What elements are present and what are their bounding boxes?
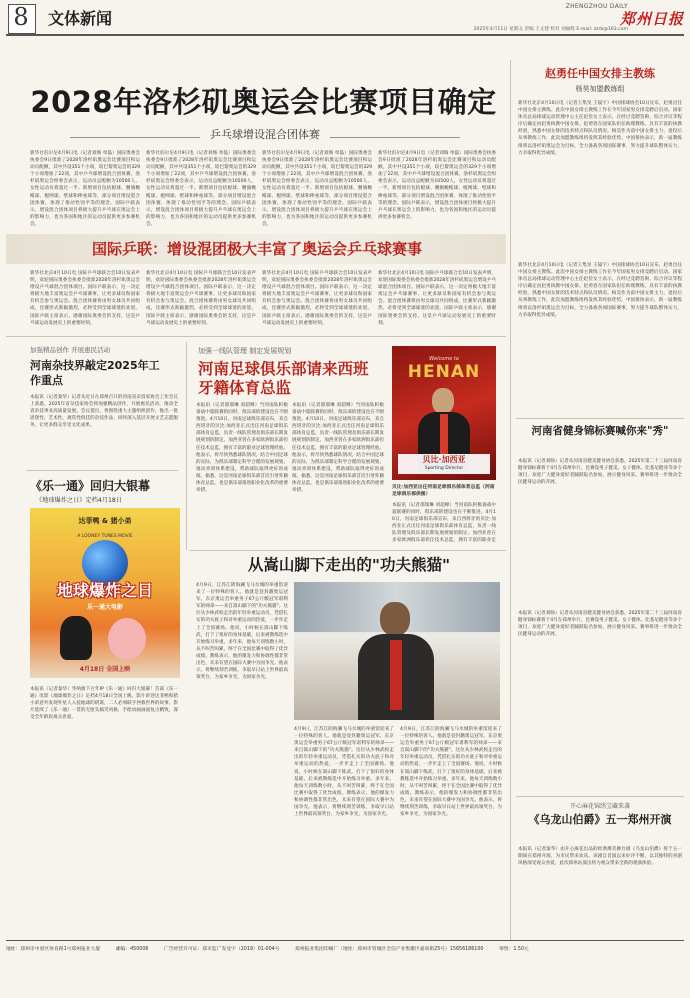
- ittf-divider: [6, 336, 506, 337]
- photo-name-text: 贝比·加西亚: [422, 455, 466, 464]
- poster-release-date: 4月18日 全国上映: [79, 666, 131, 673]
- photo-athlete-head: [380, 602, 410, 636]
- football-headline: 河南足球俱乐部请来西班牙籍体育总监: [198, 360, 369, 397]
- football-body-col3: 本报讯（记者邵瑞琳 刘超峰）当河南队积极备战中超联赛的同时，俱乐部的建设也在不断推进。4月10日，河南足球俱乐部宣布，来自西班牙的贝比·加西亚正式出任河南足球俱乐部体育总监，负责一线队管理及俱乐部长期发展规划的制定。加西亚曾在多家欧洲俱乐部担任技术总监，拥有丰富的职业足: [392, 503, 496, 544]
- football-body-col1: 本报讯（记者邵瑞琳 刘超峰）当河南队积极备战中超联赛的同时，俱乐部的建设也在不断推进。4月10日，河南足球俱乐部宣布，来自西班牙的贝比·加西亚正式出任河南足球俱乐部体育总监，负责一线队管理及俱乐部长期发展规划的制定。加西亚曾在多家欧洲俱乐部担任技术总监，拥有丰富的职业足球管理经验。他表示，将尽快熟悉球队情况，结合中国足球的实际，为俱乐部制定科学合理的发展规划，推动青训体系建设，帮助球队取得更好的成绩。据悉，这是河南足球俱乐部首次引进外籍体育总监，也是俱乐部推进职业化改革的重要举措。: [196, 403, 288, 494]
- film-body: 本报讯（记者秦华）华纳旗下百年IP《乐一通》回归大银幕！首部《乐一通》电影《地球爆炸之日》定档4月18日全国上映。影片讲述达菲鸭和猪小弟意外发现外星人入侵地球的阴谋，二人必须联手拯救世界的故事。影片延续了《乐一通》一贯的无厘头搞笑风格，手绘动画画面复古精致，深受全年龄段观众喜爱。: [30, 687, 178, 721]
- footer-postcode: 邮编：450006: [115, 947, 149, 952]
- health-headline: 河南省健身锦标赛喊你来"秀": [531, 425, 669, 437]
- page-number: 8: [13, 3, 29, 31]
- footer-bar: [6, 944, 684, 956]
- football-tag: 加强一线队管理 制定发展规划: [198, 347, 292, 355]
- health-body-1: 本报讯（记者刘旸）记者从河南省健美健身协会获悉，2025年第二十三届河南省健身锦标赛将于4月在郑州举行，比赛设男子健美、女子健体、比基尼健身等多个项目，欢迎广大健身爱好者踊跃报名参加，展示健身风采。赛事将进一步推动全民健身运动的开展。: [518, 459, 682, 486]
- football-photo: [392, 346, 496, 480]
- photo-welcome-text: Welcome to: [429, 356, 459, 362]
- column-divider-left: [186, 342, 187, 550]
- section-title: 文体新闻: [48, 9, 113, 28]
- footer-price: 零售：1.50元: [498, 947, 529, 952]
- poster-series-tag: A LOONEY TUNES MOVIE: [77, 534, 133, 539]
- poster-subtitle: 乐一通大电影: [86, 604, 123, 611]
- panda-body-col2: 4月9日，江苏江阴海澜飞马水城的举重馆迎来了一位特殊的客人。他就是登封籍奥运冠军、东京奥运会举重男子67公斤级冠军谌利军的师弟——来自嵩山脚下的"功夫熊猫"。这位从少林武校走出的年轻举重运动员，凭借扎实的功夫底子和对举重运动的热爱，一步步走上了全国赛场。他说，小时候在嵩山脚下练武，打下了很好的身体基础，后来被教练选中开始练习举重。多年来，他每天训练数小时，从不叫苦叫累，终于在全国比赛中取得了优异成绩。教练表示，他的爆发力和协调性都非常出色，未来有望在国际大赛中为国争光。他表示，将继续刻苦训练，争取早日站上世界最高领奖台，为家乡争光，为国家争光。: [294, 727, 394, 818]
- film-poster: [30, 508, 180, 678]
- plan-tag: 加强精品创作 开展惠民活动: [30, 346, 111, 354]
- footer-printer: 郑州报业集团印刷厂（地址：郑州市管城区全信产业集聚区嘉尚街25号）15656186100: [295, 947, 484, 952]
- sidebar-divider-2: [516, 796, 684, 797]
- musical-tag: 开心麻花锦绣宝藏来袭: [569, 803, 630, 810]
- panda-body-col3: 4月9日，江苏江阴海澜飞马水城的举重馆迎来了一位特殊的客人。他就是登封籍奥运冠军、东京奥运会举重男子67公斤级冠军谌利军的师弟——来自嵩山脚下的"功夫熊猫"。这位从少林武校走出的年轻举重运动员，凭借扎实的功夫底子和对举重运动的热爱，一步步走上了全国赛场。他说，小时候在嵩山脚下练武，打下了很好的身体基础，后来被教练选中开始练习举重。多年来，他每天训练数小时，从不叫苦叫累，终于在全国比赛中取得了优异成绩。教练表示，他的爆发力和协调性都非常出色，未来有望在国际大赛中为国争光。他表示，将继续刻苦训练，争取早日站上世界最高领奖台，为家乡争光，为国家争光。: [400, 727, 502, 818]
- header-divider: [6, 34, 684, 36]
- middle-divider: [190, 550, 506, 551]
- poster-daffy-duck: [60, 616, 92, 660]
- ittf-body-col3: 新华社北京4月10日电 国际乒乓球联合会10日发表声明，欢迎国际奥委会执委会批准2028年洛杉矶奥运会增设乒乓球混合团体项目。国际乒联表示，这一决定将极大地丰富奥运会乒乓球赛事，让更多球员和国家有机会参与奥运会。混合团体赛将由男女球员共同组成，比赛形式新颖激烈，必将受到全球球迷的欢迎。国际乒联主席表示，感谢国际奥委会的支持，这是乒乓球运动发展史上的重要时刻。: [262, 271, 372, 326]
- photo-person-head: [432, 388, 454, 414]
- poster-title: 地球爆炸之日: [56, 581, 153, 600]
- sidebar-subtitle: 杨昊加盟教练组: [575, 85, 625, 93]
- ittf-body-col1: 新华社北京4月10日电 国际乒乓球联合会10日发表声明，欢迎国际奥委会执委会批准2028年洛杉矶奥运会增设乒乓球混合团体项目。国际乒联表示，这一决定将极大地丰富奥运会乒乓球赛事，让更多球员和国家有机会参与奥运会。混合团体赛将由男女球员共同组成，比赛形式新颖激烈，必将受到全球球迷的欢迎。国际乒联主席表示，感谢国际奥委会的支持，这是乒乓球运动发展史上的重要时刻。: [30, 271, 140, 326]
- lead-body-col2: 新华社伯尔尼4月9日电（记者刘旸 单磊）国际奥委会执委会9日批准了2028年洛杉矶奥运会比赛项目和运动员配额，其中共设351个小项，较巴黎奥运会的329个小项增加了22项，其中乒乓球增设混合团体赛。洛杉矶奥运会组委会表示，运动员总配额为10500人，女性运动员将超过一半。新增项目包括板球、腰旗橄榄球、棍网球、壁球和棒垒球等，部分项目增设混合团体赛，体现了推动性别平等的理念。国际乒联表示，增设混合团体项目将极大提升乒乓球在奥运会上的影响力，也为各国和地区的运动员提供更多参赛机会。: [146, 151, 256, 227]
- sidebar-divider-1: [516, 418, 684, 419]
- musical-headline: 《乌龙山伯爵》五一郑州开演: [528, 813, 672, 826]
- lead-subtitle: 乒乓球增设混合团体赛: [210, 128, 320, 141]
- poster-porky-pig: [108, 618, 146, 660]
- footer-license: 广告经营许可证：郑市监广发登字（2019）01-004号: [163, 947, 280, 952]
- film-headline: 《乐一通》回归大银幕: [30, 479, 151, 493]
- film-subtitle: 《地球爆炸之日》定档4月18日: [36, 497, 123, 504]
- football-photo-caption: 贝比·加西亚出任河南足球俱乐部体育总监（河南足球俱乐部供图）: [392, 485, 495, 497]
- musical-body: 本报讯（记者秦华）由开心麻花出品的经典爆笑舞台剧《乌龙山伯爵》将于五一期间在郑州开演，为市民带来欢乐。该剧自首演以来好评不断，以其独特的喜剧风格深受观众喜爱，此次郑州站演出将为观众带来全新的观演体验。: [518, 847, 682, 867]
- photo-club-banner: HENAN: [407, 362, 481, 382]
- plan-body: 本报讯（记者秦华）记者从近日在郑州召开的河南省杂技家协会工作会议上获悉，2025年省杂技家协会将加强精品创作，开展惠民活动，推动全省杂技事业高质量发展。会议提出，将围绕重大主题组织创作，推出一批思想性、艺术性、观赏性俱佳的杂技作品，同时深入基层开展文艺志愿服务，让更多群众享受文化成果。: [30, 395, 178, 429]
- photo-athlete-stripe: [390, 640, 402, 710]
- panda-photo: [294, 582, 500, 720]
- sidebar-body-1: 新华社北京4月10日电（记者王集旻 王镜宇）中国排球协会10日宣布，赵勇出任中国女排主教练。此次中国女排主教练工作在今年国家男女排竞聘后启动。国家体育总局排球运动管理中心主任赵俭女士表示，在经过竞聘答辩、综合评议等程序后确定由赵勇执教中国女排。赵勇曾在国家队担任助理教练，具有丰富的执教经验，熟悉中国女排的技术特点和队员情况。杨昊作为前中国女排主力，退役后从事教练工作，此次加盟教练组将发挥其经验优势。中国排协表示，新一届教练组将以洛杉矶奥运会为目标，全力备战各项国际赛事，努力提升球队整体实力，力争取得优异成绩。: [518, 101, 682, 156]
- plan-headline: 河南杂技界敲定2025年工作重点: [30, 359, 160, 387]
- sidebar-headline: 赵勇任中国女排主教练: [545, 67, 655, 80]
- ittf-headline: 国际乒联：增设混团极大丰富了奥运会乒乓球赛事: [91, 240, 422, 258]
- paper-logo: 郑州日报: [619, 10, 684, 28]
- issue-info: 2025年4月11日 星期五 责编 王文建 校对 刘丽辉 E-mail: zzrb@163.com: [473, 27, 628, 32]
- poster-characters: 达菲鸭 & 猪小弟: [78, 517, 132, 525]
- footer-address: 地址：郑州市中原区体育路1号郑州报业大厦: [6, 947, 101, 952]
- footer-divider: [6, 940, 684, 941]
- left-divider-1: [26, 470, 178, 471]
- page-header: [0, 0, 690, 36]
- lead-subtitle-rule-right: [330, 137, 460, 138]
- column-divider-right: [510, 60, 511, 940]
- football-body-col2: 本报讯（记者邵瑞琳 刘超峰）当河南队积极备战中超联赛的同时，俱乐部的建设也在不断推进。4月10日，河南足球俱乐部宣布，来自西班牙的贝比·加西亚正式出任河南足球俱乐部体育总监，负责一线队管理及俱乐部长期发展规划的制定。加西亚曾在多家欧洲俱乐部担任技术总监，拥有丰富的职业足球管理经验。他表示，将尽快熟悉球队情况，结合中国足球的实际，为俱乐部制定科学合理的发展规划，推动青训体系建设，帮助球队取得更好的成绩。据悉，这是河南足球俱乐部首次引进外籍体育总监，也是俱乐部推进职业化改革的重要举措。: [292, 403, 384, 494]
- lead-headline: 2028年洛杉矶奥运会比赛项目确定: [30, 85, 497, 119]
- paper-english-name: ZHENGZHOU DAILY: [565, 3, 628, 10]
- ittf-body-col2: 新华社北京4月10日电 国际乒乓球联合会10日发表声明，欢迎国际奥委会执委会批准2028年洛杉矶奥运会增设乒乓球混合团体项目。国际乒联表示，这一决定将极大地丰富奥运会乒乓球赛事，让更多球员和国家有机会参与奥运会。混合团体赛将由男女球员共同组成，比赛形式新颖激烈，必将受到全球球迷的欢迎。国际乒联主席表示，感谢国际奥委会的支持，这是乒乓球运动发展史上的重要时刻。: [146, 271, 256, 326]
- lead-body-col1: 新华社伯尔尼4月9日电（记者刘旸 单磊）国际奥委会执委会9日批准了2028年洛杉矶奥运会比赛项目和运动员配额，其中共设351个小项，较巴黎奥运会的329个小项增加了22项，其中乒乓球增设混合团体赛。洛杉矶奥运会组委会表示，运动员总配额为10500人，女性运动员将超过一半。新增项目包括板球、腰旗橄榄球、棍网球、壁球和棒垒球等，部分项目增设混合团体赛，体现了推动性别平等的理念。国际乒联表示，增设混合团体项目将极大提升乒乓球在奥运会上的影响力，也为各国和地区的运动员提供更多参赛机会。: [30, 151, 140, 227]
- photo-role-text: Sporting Director: [424, 466, 464, 471]
- lead-subtitle-rule-left: [70, 137, 200, 138]
- ittf-body-col4: 新华社北京4月10日电 国际乒乓球联合会10日发表声明，欢迎国际奥委会执委会批准2028年洛杉矶奥运会增设乒乓球混合团体项目。国际乒联表示，这一决定将极大地丰富奥运会乒乓球赛事，让更多球员和国家有机会参与奥运会。混合团体赛将由男女球员共同组成，比赛形式新颖激烈，必将受到全球球迷的欢迎。国际乒联主席表示，感谢国际奥委会的支持，这是乒乓球运动发展史上的重要时刻。: [378, 271, 496, 326]
- sidebar-body-2: 新华社北京4月10日电（记者王集旻 王镜宇）中国排球协会10日宣布，赵勇出任中国女排主教练。此次中国女排主教练工作在今年国家男女排竞聘后启动。国家体育总局排球运动管理中心主任赵俭女士表示，在经过竞聘答辩、综合评议等程序后确定由赵勇执教中国女排。赵勇曾在国家队担任助理教练，具有丰富的执教经验，熟悉中国女排的技术特点和队员情况。杨昊作为前中国女排主力，退役后从事教练工作，此次加盟教练组将发挥其经验优势。中国排协表示，新一届教练组将以洛杉矶奥运会为目标，全力备战各项国际赛事，努力提升球队整体实力，力争取得优异成绩。: [518, 263, 682, 318]
- panda-body-col1: 4月9日，江苏江阴海澜飞马水城的举重馆迎来了一位特殊的客人。他就是登封籍奥运冠军、东京奥运会举重男子67公斤级冠军谌利军的师弟——来自嵩山脚下的"功夫熊猫"。这位从少林武校走出的年轻举重运动员，凭借扎实的功夫底子和对举重运动的热爱，一步步走上了全国赛场。他说，小时候在嵩山脚下练武，打下了很好的身体基础，后来被教练选中开始练习举重。多年来，他每天训练数小时，从不叫苦叫累，终于在全国比赛中取得了优异成绩。教练表示，他的爆发力和协调性都非常出色，未来有望在国际大赛中为国争光。他表示，将继续刻苦训练，争取早日站上世界最高领奖台，为家乡争光，为国家争光。: [196, 583, 288, 681]
- lead-body-col3: 新华社伯尔尼4月9日电（记者刘旸 单磊）国际奥委会执委会9日批准了2028年洛杉矶奥运会比赛项目和运动员配额，其中共设351个小项，较巴黎奥运会的329个小项增加了22项，其中乒乓球增设混合团体赛。洛杉矶奥运会组委会表示，运动员总配额为10500人，女性运动员将超过一半。新增项目包括板球、腰旗橄榄球、棍网球、壁球和棒垒球等，部分项目增设混合团体赛，体现了推动性别平等的理念。国际乒联表示，增设混合团体项目将极大提升乒乓球在奥运会上的影响力，也为各国和地区的运动员提供更多参赛机会。: [262, 151, 372, 227]
- panda-headline: 从嵩山脚下走出的"功夫熊猫": [247, 556, 451, 574]
- lead-body-col4: 新华社伯尔尼4月9日电（记者刘旸 单磊）国际奥委会执委会9日批准了2028年洛杉矶奥运会比赛项目和运动员配额，其中共设351个小项，较巴黎奥运会的329个小项增加了22项，其中乒乓球增设混合团体赛。洛杉矶奥运会组委会表示，运动员总配额为10500人，女性运动员将超过一半。新增项目包括板球、腰旗橄榄球、棍网球、壁球和棒垒球等，部分项目增设混合团体赛，体现了推动性别平等的理念。国际乒联表示，增设混合团体项目将极大提升乒乓球在奥运会上的影响力，也为各国和地区的运动员提供更多参赛机会。: [378, 151, 496, 220]
- health-body-2: 本报讯（记者刘旸）记者从河南省健美健身协会获悉，2025年第二十三届河南省健身锦标赛将于4月在郑州举行，比赛设男子健美、女子健体、比基尼健身等多个项目，欢迎广大健身爱好者踊跃报名参加，展示健身风采。赛事将进一步推动全民健身运动的开展。: [518, 611, 682, 638]
